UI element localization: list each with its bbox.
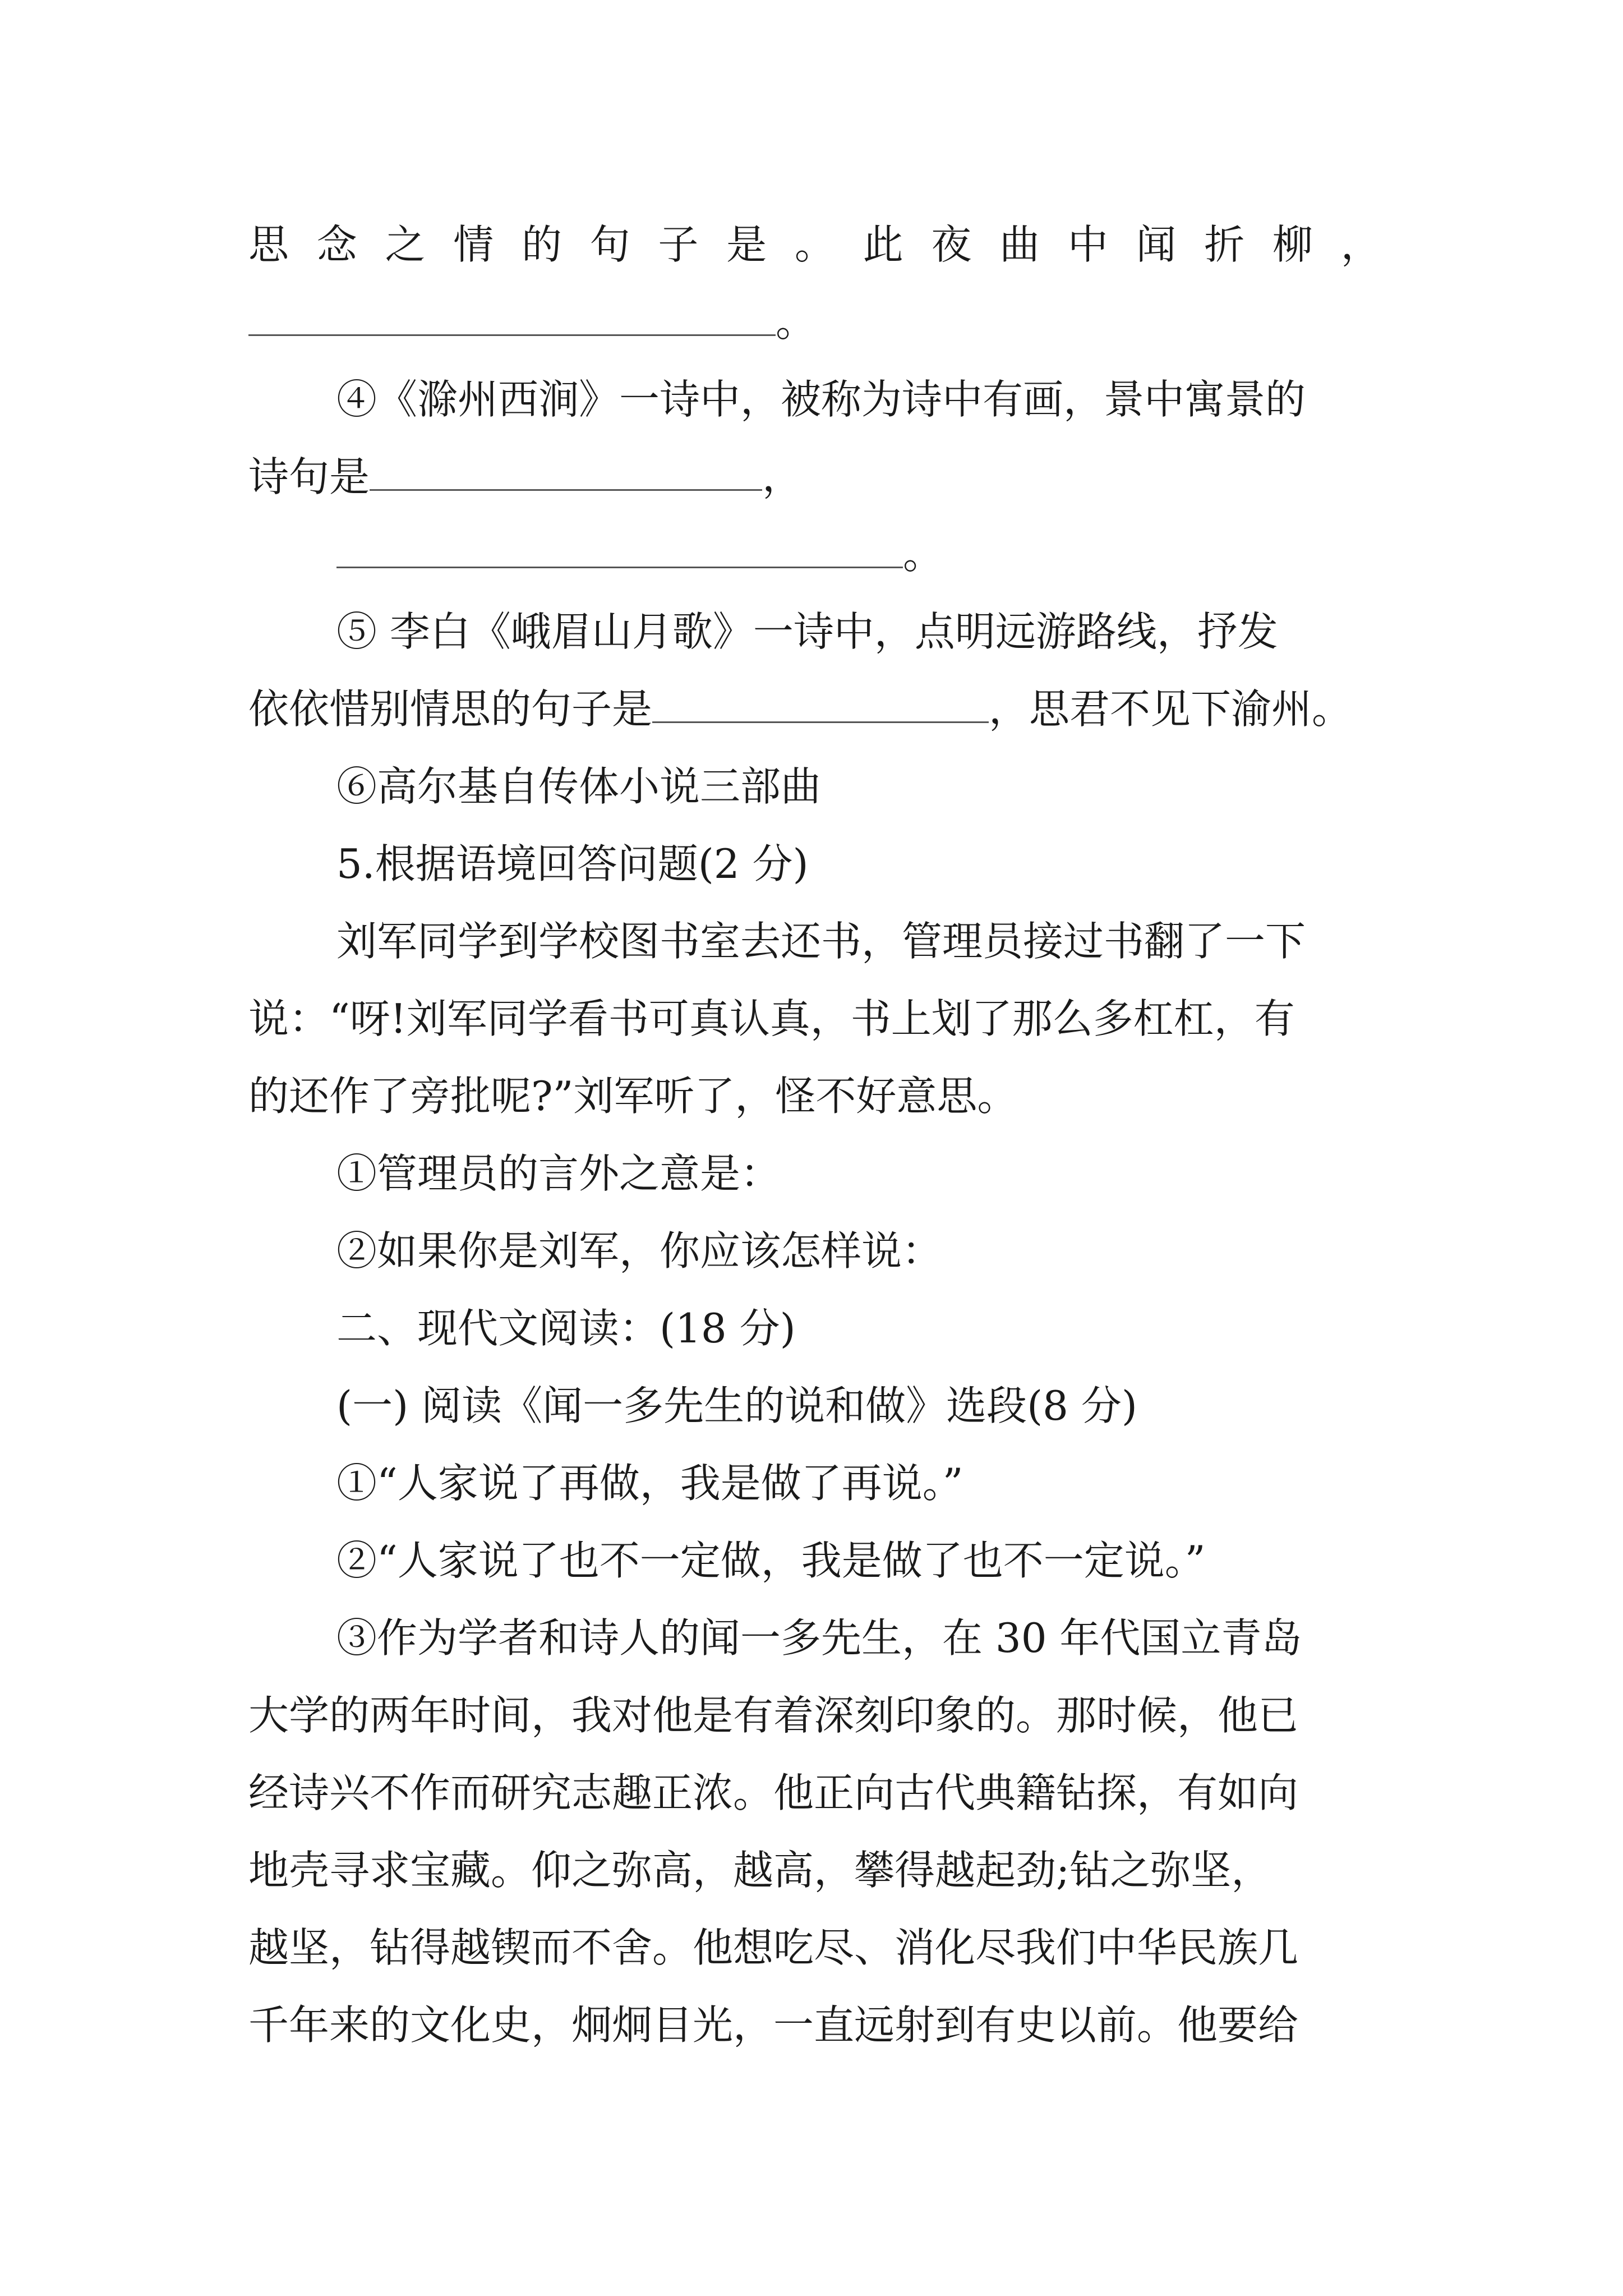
q4-line-1: ④《滁州西涧》一诗中，被称为诗中有画，景中寓景的 — [336, 376, 1306, 423]
section-5-question-1: ①管理员的言外之意是： — [336, 1150, 781, 1197]
char: 念 — [316, 221, 357, 268]
char: 此 — [863, 221, 903, 268]
char: 是 — [726, 221, 767, 268]
part-2-subtitle: (一) 阅读《闻一多先生的说和做》选段(8 分) — [336, 1382, 1137, 1429]
char: 夜 — [931, 221, 972, 268]
paragraph-3-line-2: 大学的两年时间，我对他是有着深刻印象的。那时候，他已 — [248, 1692, 1299, 1739]
q5-line-2-prefix: 依依惜别情思的句子是 — [248, 685, 653, 733]
q4-line-2 — [248, 445, 803, 508]
char: 折 — [1204, 221, 1245, 268]
answer-blank[interactable] — [370, 455, 762, 491]
answer-blank[interactable] — [652, 688, 989, 723]
section-5-title: 5.根据语境回答问题(2 分) — [336, 840, 809, 887]
q4-line-2-suffix: ， — [762, 453, 803, 500]
char: 句 — [589, 221, 630, 268]
row-1 — [248, 213, 1381, 276]
row-2 — [248, 291, 816, 353]
q5-line-1: ⑤ 李白《峨眉山月歌》一诗中，点明远游路线，抒发 — [336, 608, 1278, 655]
char: 中 — [1067, 221, 1108, 268]
section-5-para-line-1: 刘军同学到学校图书室去还书，管理员接过书翻了一下 — [336, 918, 1306, 965]
paragraph-3-line-3: 经诗兴不作而研究志趣正浓。他正向古代典籍钻探，有如向 — [248, 1769, 1299, 1816]
row-2-end: 。 — [776, 298, 817, 346]
char: 闻 — [1136, 221, 1177, 268]
q5-line-2-suffix: ，思君不见下渝州。 — [989, 685, 1353, 733]
char: 柳 — [1272, 221, 1313, 268]
q5-line-2 — [248, 678, 1352, 740]
q4-line-3-suffix: 。 — [903, 531, 944, 578]
paragraph-3-line-5: 越坚，钻得越锲而不舍。他想吃尽、消化尽我们中华民族几 — [248, 1924, 1299, 1971]
char: 曲 — [999, 221, 1040, 268]
answer-blank[interactable] — [336, 533, 903, 568]
section-5-para-line-3: 的还作了旁批呢?”刘军听了，怪不好意思。 — [248, 1073, 1018, 1120]
char: 情 — [453, 221, 494, 268]
char: 的 — [521, 221, 562, 268]
paragraph-2: ②“人家说了也不一定做，我是做了也不一定说。” — [336, 1537, 1206, 1584]
part-2-title: 二、现代文阅读：(18 分) — [336, 1305, 796, 1352]
paragraph-3-line-4: 地壳寻求宝藏。仰之弥高，越高，攀得越起劲;钻之弥坚， — [248, 1847, 1272, 1894]
paragraph-1: ①“人家说了再做，我是做了再说。” — [336, 1460, 963, 1507]
q4-line-3 — [336, 523, 943, 586]
char: 。 — [794, 221, 835, 268]
q6-line: ⑥高尔基自传体小说三部曲 — [336, 763, 822, 810]
section-5-para-line-2: 说：“呀!刘军同学看书可真认真，书上划了那么多杠杠，有 — [248, 995, 1295, 1042]
char: ， — [1340, 221, 1381, 268]
answer-blank[interactable] — [248, 301, 776, 336]
char: 子 — [658, 221, 699, 268]
paragraph-3-line-1: ③作为学者和诗人的闻一多先生，在 30 年代国立青岛 — [336, 1614, 1302, 1662]
paragraph-3-line-6: 千年来的文化史，炯炯目光，一直远射到有史以前。他要给 — [248, 2001, 1299, 2049]
q4-line-2-prefix: 诗句是 — [248, 453, 370, 500]
char: 之 — [385, 221, 426, 268]
section-5-question-2: ②如果你是刘军，你应该怎样说： — [336, 1227, 943, 1274]
char: 思 — [248, 221, 289, 268]
